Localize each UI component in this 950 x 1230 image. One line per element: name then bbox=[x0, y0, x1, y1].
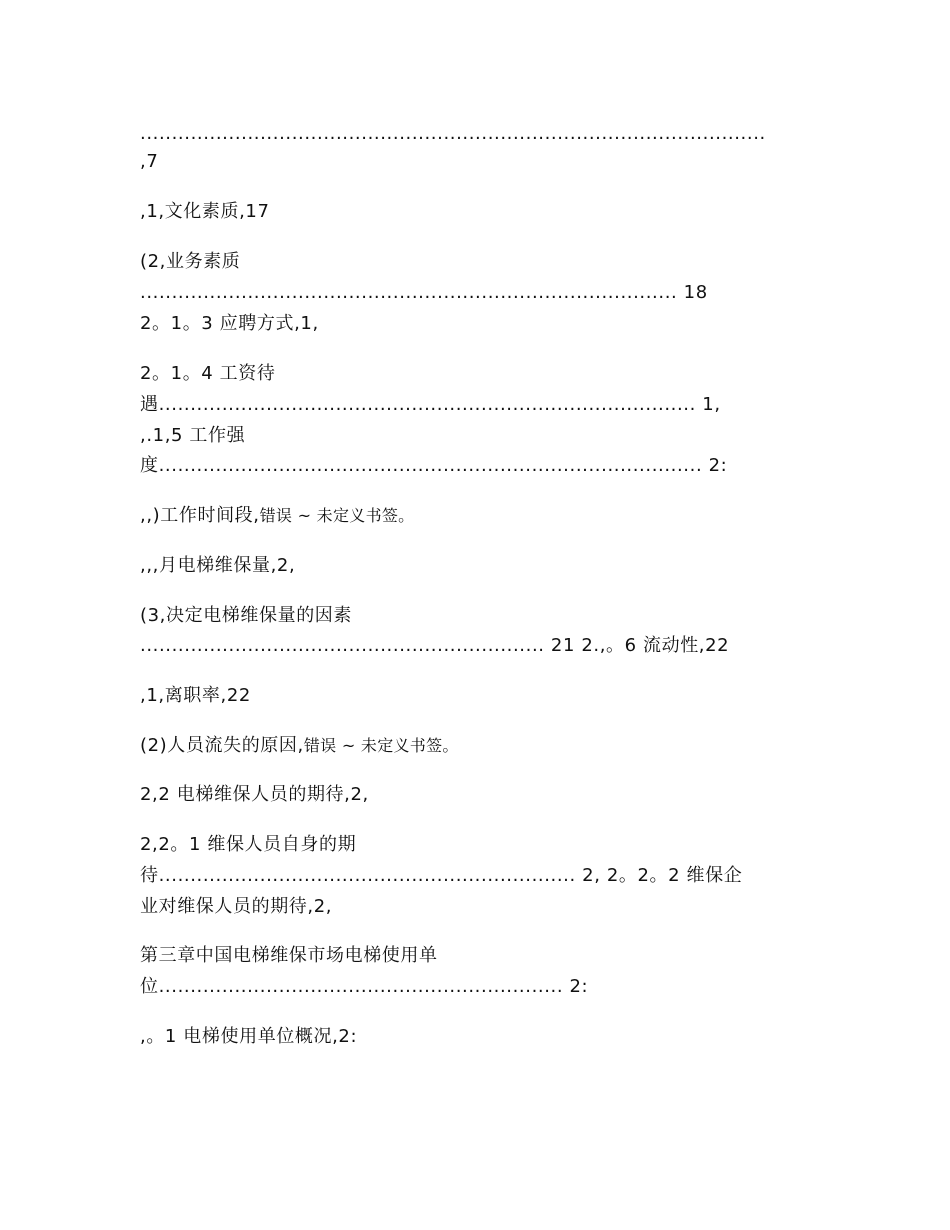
bookmark-error-note: 错误 ~ 未定义书签。 bbox=[259, 506, 415, 525]
toc-leader-line: 遇..................................................................................... 1, bbox=[140, 394, 721, 415]
toc-leader-line: 待.................................................................. 2, 2。2。2 维保企 bbox=[140, 865, 743, 886]
toc-entry-title: (2)人员流失的原因, bbox=[140, 735, 304, 756]
toc-leader-line: 位................................................................ 2: bbox=[140, 976, 589, 997]
toc-chapter-heading: 第三章中国电梯维保市场电梯使用单 bbox=[140, 945, 438, 966]
toc-entry: 2,2 电梯维保人员的期待,2, bbox=[140, 784, 369, 805]
toc-entry: (2,业务素质 bbox=[140, 251, 241, 272]
toc-entry: 业对维保人员的期待,2, bbox=[140, 896, 333, 917]
toc-page-number: ,7 bbox=[140, 151, 159, 172]
toc-entry: 2,2。1 维保人员自身的期 bbox=[140, 834, 357, 855]
toc-entry: ,1,文化素质,17 bbox=[140, 201, 270, 222]
bookmark-error-note: 错误 ~ 未定义书签。 bbox=[303, 736, 459, 755]
toc-entry: ,.1,5 工作强 bbox=[140, 425, 246, 446]
toc-entry: ,,,月电梯维保量,2, bbox=[140, 555, 296, 576]
toc-entry: 2。1。3 应聘方式,1, bbox=[140, 313, 319, 334]
toc-entry: ,。1 电梯使用单位概况,2: bbox=[140, 1026, 358, 1047]
toc-entry: ,1,离职率,22 bbox=[140, 685, 251, 706]
toc-entry: (3,决定电梯维保量的因素 bbox=[140, 605, 352, 626]
toc-leader-line: ................................................................................................... bbox=[140, 123, 766, 144]
toc-entry bbox=[140, 504, 414, 528]
toc-leader-line: 度...................................................................................... 2: bbox=[140, 455, 728, 476]
toc-entry bbox=[140, 734, 459, 758]
toc-leader-line: ................................................................ 21 2.,。6 流动性,22 bbox=[140, 635, 730, 656]
toc-entry-title: ,,)工作时间段, bbox=[140, 505, 260, 526]
toc-entry: 2。1。4 工资待 bbox=[140, 363, 276, 384]
toc-leader-line: ..................................................................................... 18 bbox=[140, 282, 708, 303]
